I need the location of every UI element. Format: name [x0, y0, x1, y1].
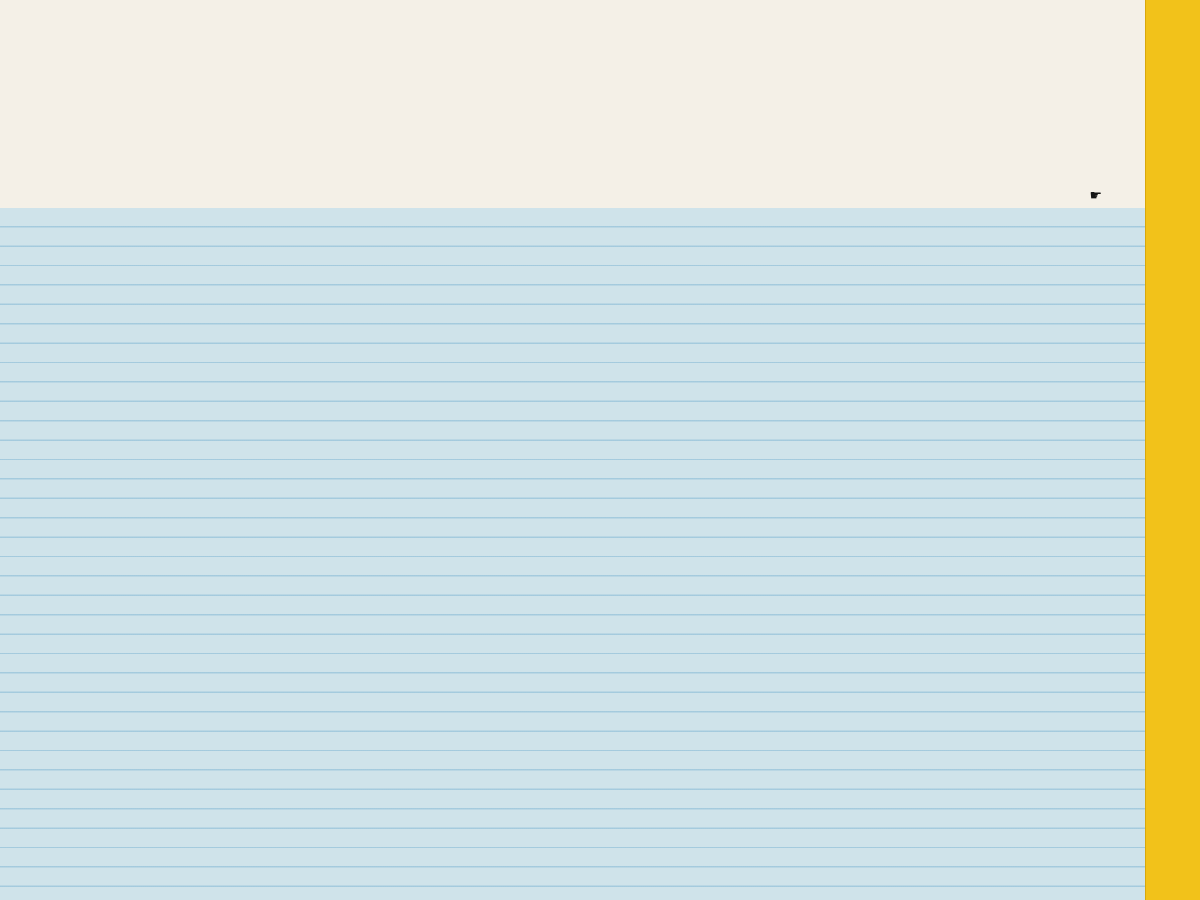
code-listing-panel — [0, 208, 1145, 900]
right-column — [574, 0, 1104, 12]
continued-overleaf — [1089, 187, 1102, 204]
side-strip — [1145, 0, 1200, 900]
article-top — [0, 0, 1145, 208]
pointing-hand-icon: ☛ — [1089, 187, 1102, 203]
